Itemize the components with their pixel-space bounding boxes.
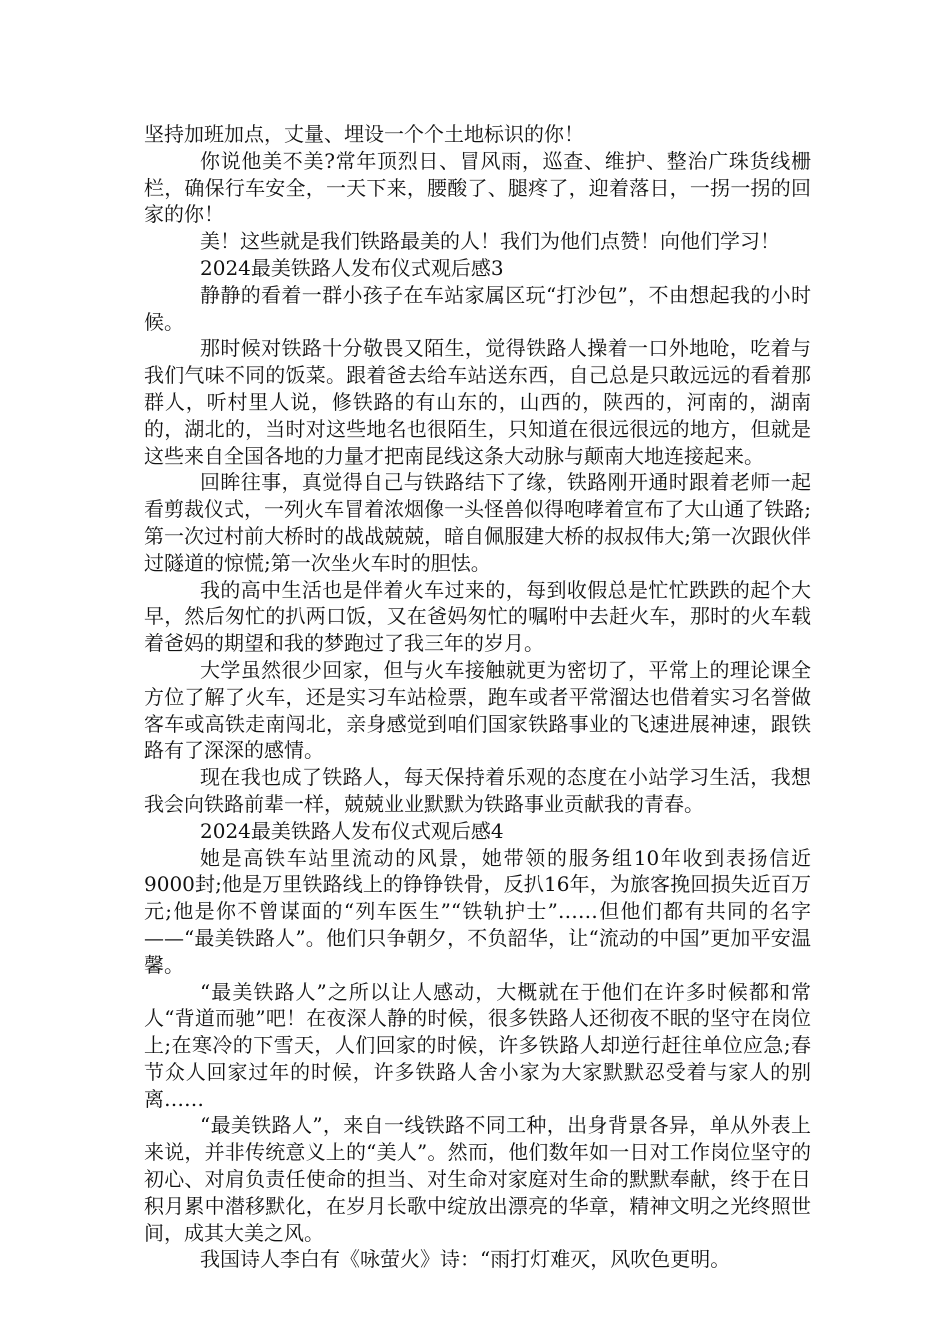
- paragraph: “最美铁路人”，来自一线铁路不同工种，出身背景各异，单从外表上来说，并非传统意义上的“美人”。然而，他们数年如一日对工作岗位坚守的初心、对肩负责任使命的担当、对生命对家庭对生命的默默奉献，终于在日积月累中潜移默化，在岁月长歌中绽放出漂亮的华章，精神文明之光终照世间，成其大美之风。: [144, 1113, 811, 1245]
- paragraph: “最美铁路人”之所以让人感动，大概就在于他们在许多时候都和常人“背道而驰”吧！在夜深人静的时候，很多铁路人还彻夜不眠的坚守在岗位上;在寒冷的下雪天，人们回家的时候，许多铁路人却逆行赶往单位应急;春节众人回家过年的时候，许多铁路人舍小家为大家默默忍受着与家人的别离……: [144, 979, 811, 1111]
- paragraph: 坚持加班加点，丈量、埋设一个个土地标识的你！: [144, 122, 584, 146]
- paragraph: 回眸往事，真觉得自己与铁路结下了缘，铁路刚开通时跟着老师一起看剪裁仪式，一列火车冒着浓烟像一头怪兽似得咆哮着宣布了大山通了铁路;第一次过村前大桥时的战战兢兢，暗自佩服建大桥的叔叔伟大;第一次跟伙伴过隧道的惊慌;第一次坐火车时的胆怯。: [144, 470, 811, 575]
- paragraph: 大学虽然很少回家，但与火车接触就更为密切了，平常上的理论课全方位了解了火车，还是实习车站检票，跑车或者平常溜达也借着实习名誉做客车或高铁走南闯北，亲身感觉到咱们国家铁路事业的飞速进展神速，跟铁路有了深深的感情。: [144, 657, 811, 763]
- paragraph: 你说他美不美?常年顶烈日、冒风雨，巡查、维护、整治广珠货线栅栏，确保行车安全，一天下来，腰酸了、腿疼了，迎着落日，一拐一拐的回家的你！: [144, 148, 811, 227]
- paragraph: 我的高中生活也是伴着火车过来的，每到收假总是忙忙跌跌的起个大早，然后匆忙的扒两口饭，又在爸妈匆忙的嘱咐中去赶火车，那时的火车载着爸妈的期望和我的梦跑过了我三年的岁月。: [144, 577, 811, 656]
- paragraph: 美！这些就是我们铁路最美的人！我们为他们点赞！向他们学习！: [200, 229, 780, 254]
- paragraph: 她是高铁车站里流动的风景，她带领的服务组10年收到表扬信近9000封;他是万里铁路线上的铮铮铁骨，反扒16年，为旅客挽回损失近百万元;他是你不曾谋面的“列车医生”“铁轨护士”……但他们都有共同的名字——“最美铁路人”。他们只争朝夕，不负韶华，让“流动的中国”更加平安温馨。: [144, 845, 811, 977]
- paragraph: 那时候对铁路十分敬畏又陌生，觉得铁路人操着一口外地呛，吃着与我们气味不同的饭菜。跟着爸去给车站送东西，自己总是只敢远远的看着那群人，听村里人说，修铁路的有山东的，山西的，陕西的，河南的，湖南的，湖北的，当时对这些地名也很陌生，只知道在很远很远的地方，但就是这些来自全国各地的力量才把南昆线这条大动脉与颠南大地连接起来。: [144, 336, 811, 468]
- paragraph: 我国诗人李白有《咏萤火》诗：“雨打灯难灭，风吹色更明。: [200, 1247, 731, 1272]
- document-body: [144, 121, 811, 1273]
- section-heading: 2024最美铁路人发布仪式观后感4: [200, 818, 504, 843]
- paragraph: 静静的看着一群小孩子在车站家属区玩“打沙包”，不由想起我的小时候。: [144, 282, 811, 334]
- section-heading: 2024最美铁路人发布仪式观后感3: [200, 255, 504, 280]
- paragraph: 现在我也成了铁路人，每天保持着乐观的态度在小站学习生活，我想我会向铁路前辈一样，兢兢业业默默为铁路事业贡献我的青春。: [144, 765, 811, 816]
